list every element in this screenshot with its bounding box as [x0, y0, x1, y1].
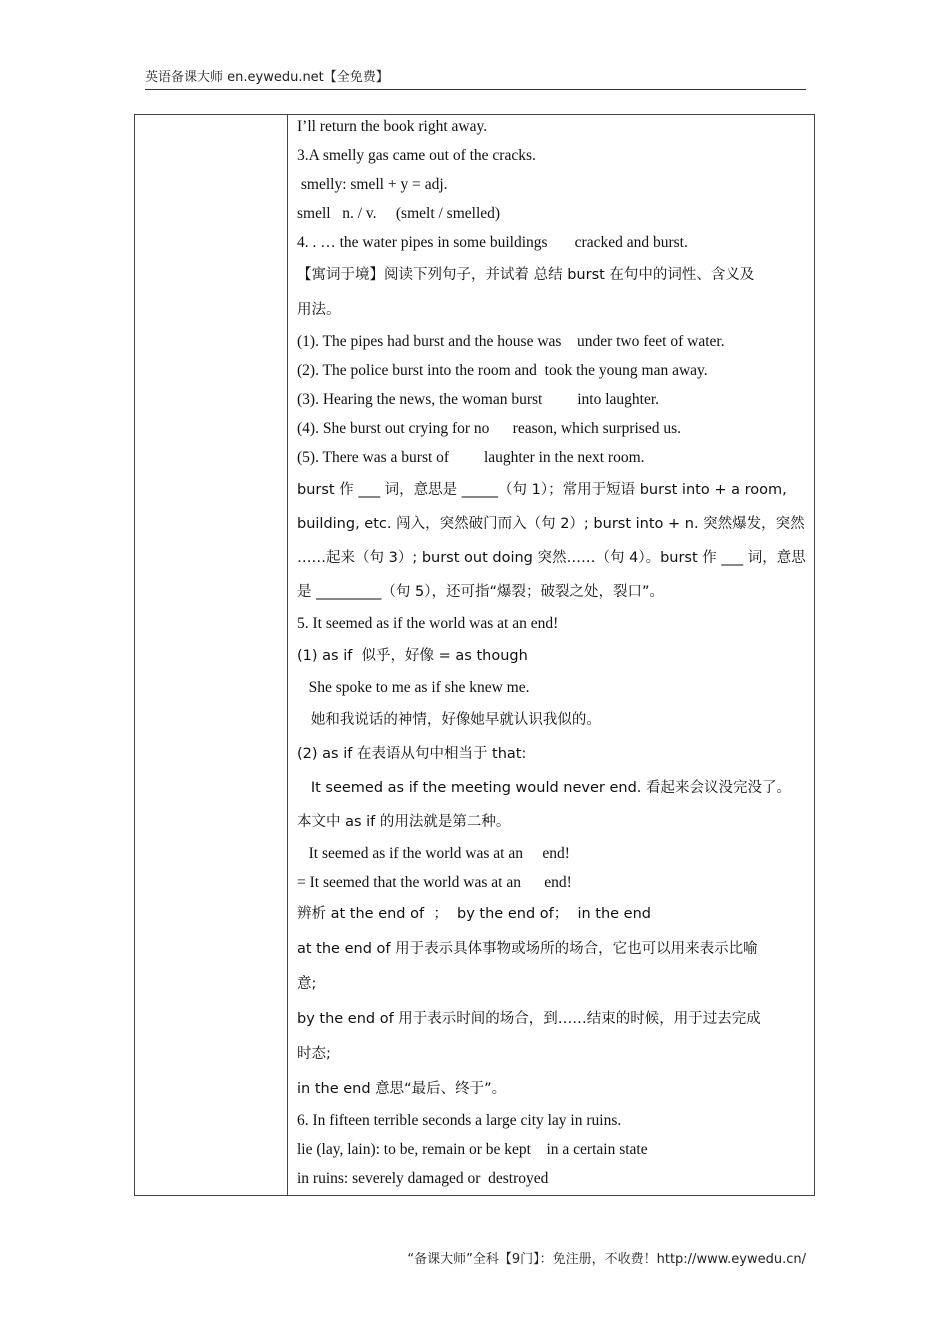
- text-line: 5. It seemed as if the world was at an end!: [297, 615, 559, 632]
- text-line: She spoke to me as if she knew me.: [297, 679, 530, 696]
- text-line: (3). Hearing the news, the woman burst into laughter.: [297, 391, 660, 408]
- text-line: (5). There was a burst of laughter in the next room.: [297, 449, 645, 466]
- text-line: smell n. / v. (smelt / smelled): [297, 205, 501, 222]
- table-left-column: [135, 115, 288, 1195]
- text-line: = It seemed that the world was at an end!: [297, 874, 572, 891]
- text-line: in ruins: severely damaged or destroyed: [297, 1170, 549, 1187]
- text-line: 3.A smelly gas came out of the cracks.: [297, 147, 536, 164]
- text-line: (2) as if 在表语从句中相当于 that:: [297, 746, 527, 762]
- text-line: ……起来（句 3）; burst out doing 突然……（句 4）。burst 作 ___ 词，意思: [297, 550, 806, 566]
- text-line: 4. . … the water pipes in some buildings cracked and burst.: [297, 234, 688, 251]
- content-table: [134, 114, 815, 1196]
- text-line: burst 作 ___ 词，意思是 _____（句 1）；常用于短语 burst into + a room,: [297, 482, 787, 498]
- text-line: building, etc. 闯入，突然破门而入（句 2）; burst into + n. 突然爆发，突然: [297, 516, 805, 532]
- text-line: smelly: smell + y = adj.: [297, 176, 448, 193]
- text-line: 时态;: [297, 1046, 331, 1062]
- text-line: (1). The pipes had burst and the house was under two feet of water.: [297, 333, 725, 350]
- text-line: (2). The police burst into the room and took the young man away.: [297, 362, 708, 379]
- text-line: lie (lay, lain): to be, remain or be kept in a certain state: [297, 1141, 648, 1158]
- text-line: in the end 意思“最后、终于”。: [297, 1081, 507, 1097]
- page-footer: “备课大师”全科【9门】：免注册，不收费！http://www.eywedu.cn/: [407, 1252, 806, 1267]
- text-line: by the end of 用于表示时间的场合，到……结束的时候，用于过去完成: [297, 1011, 761, 1027]
- text-line: 是 _________（句 5），还可指“爆裂；破裂之处，裂口”。: [297, 584, 664, 600]
- text-line: 【寓词于境】阅读下列句子，并试着 总结 burst 在句中的词性、含义及: [297, 267, 755, 283]
- text-line: It seemed as if the world was at an end!: [297, 845, 570, 862]
- page-header: 英语备课大师 en.eywedu.net【全免费】: [145, 66, 806, 90]
- text-line: 本文中 as if 的用法就是第二种。: [297, 814, 511, 830]
- text-line: (1) as if 似乎，好像 = as though: [297, 648, 528, 664]
- text-line: It seemed as if the meeting would never end. 看起来会议没完没了。: [297, 780, 792, 796]
- table-right-column: [297, 117, 808, 1189]
- text-line: 辨析 at the end of ； by the end of； in the end: [297, 906, 651, 922]
- text-line: (4). She burst out crying for no reason, which surprised us.: [297, 420, 681, 437]
- text-line: at the end of 用于表示具体事物或场所的场合，它也可以用来表示比喻: [297, 941, 758, 957]
- text-line: 用法。: [297, 302, 341, 318]
- text-line: I’ll return the book right away.: [297, 118, 488, 135]
- text-line: 意;: [297, 976, 317, 992]
- text-line: 6. In fifteen terrible seconds a large city lay in ruins.: [297, 1112, 622, 1129]
- text-line: 她和我说话的神情，好像她早就认识我似的。: [297, 712, 601, 728]
